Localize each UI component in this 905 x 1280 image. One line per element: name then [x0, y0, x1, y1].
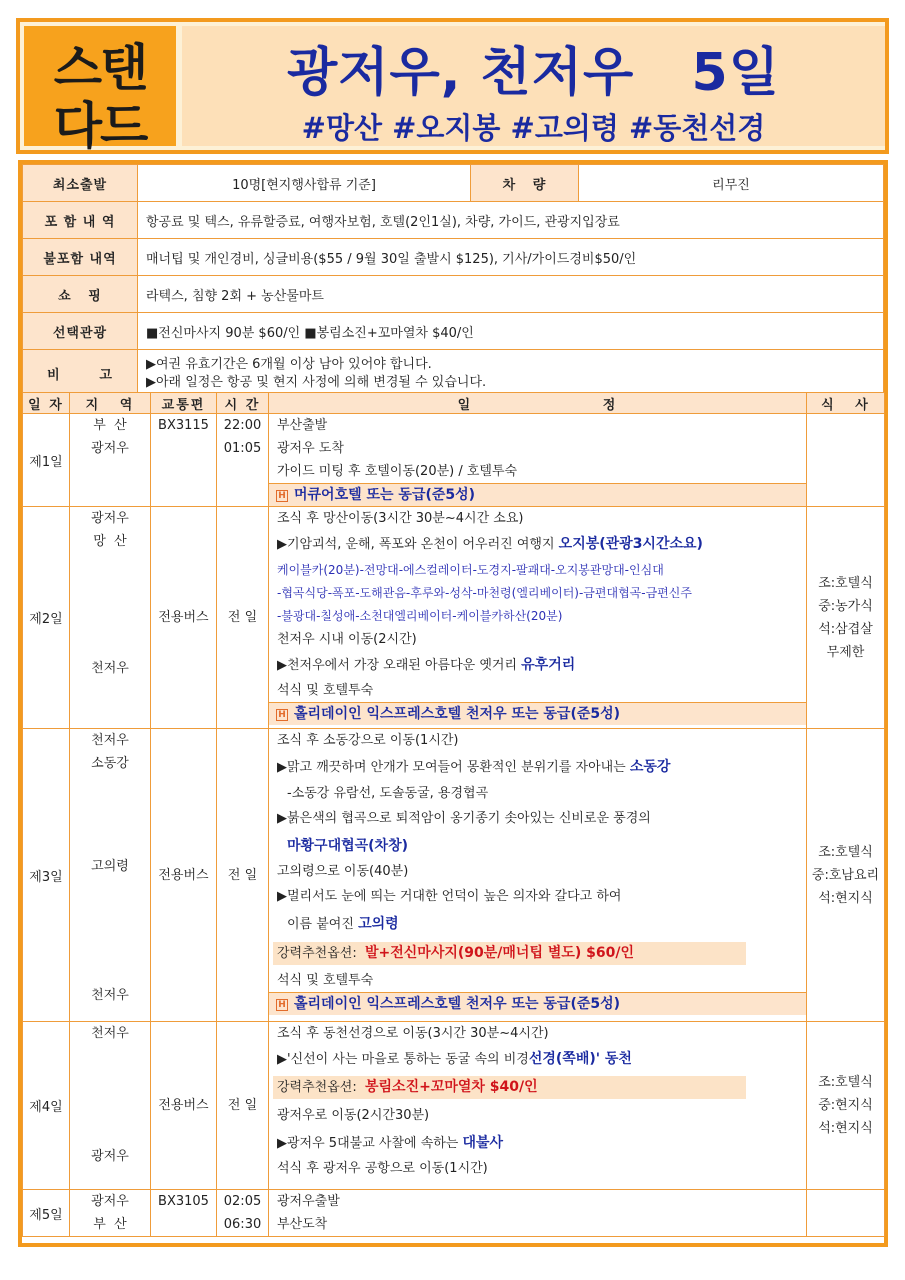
flight-number: BX3105: [158, 1194, 209, 1209]
itinerary-line: 광저우 도착: [277, 441, 344, 456]
row-optional: [23, 313, 884, 350]
option-value: 발+전신마사지(90분/매너팁 별도) $60/인: [365, 945, 635, 961]
region: 천저우: [91, 1026, 129, 1041]
itinerary-line: ▶붉은색의 협곡으로 퇴적암이 옹기종기 솟아있는 신비로운 풍경의: [277, 811, 651, 826]
header-time: 시 간: [217, 393, 269, 414]
route-line: -불광대-칠성애-소천대엘리베이터-케이블카하산(20분): [277, 609, 563, 623]
transport-cell: [151, 1022, 217, 1190]
tour-document: [18, 160, 888, 1247]
itinerary-line: 석식 및 호텔투숙: [277, 973, 374, 988]
time-cell: [217, 414, 269, 507]
included-label: 포 함 내 역: [23, 202, 138, 239]
transport-cell: [151, 1190, 217, 1237]
vehicle-value: 리무진: [579, 165, 884, 202]
itinerary-text: ▶맑고 깨끗하며 안개가 모여들어 몽환적인 분위기를 자아내는: [277, 760, 630, 775]
itinerary-line: 고의령으로 이동(40분): [277, 864, 409, 879]
time-cell: [217, 507, 269, 729]
note-line: ▶여권 유효기간은 6개월 이상 남아 있어야 합니다.: [146, 356, 432, 372]
itinerary-text: ▶'신선이 사는 마을로 통하는 동굴 속의 비경: [277, 1052, 529, 1067]
itinerary-line: [269, 1129, 806, 1157]
hotel-icon: H: [276, 490, 288, 502]
page-header: [16, 18, 889, 154]
itinerary-line: 조식 후 망산이동(3시간 30분~4시간 소요): [277, 511, 524, 526]
region-cell: [70, 414, 151, 507]
highlight-place: 소동강: [629, 759, 671, 775]
page-title: 광저우, 천저우 5일: [287, 43, 780, 103]
option-label: 강력추천옵션:: [277, 946, 365, 961]
transport: 전용버스: [158, 1098, 209, 1113]
highlight-place: 선경(쪽배)' 동천: [528, 1051, 632, 1067]
highlight-place: 오지봉(관광3시간소요): [558, 536, 703, 552]
itinerary-line: 석식 및 호텔투숙: [277, 683, 374, 698]
meal-cell: [807, 414, 885, 507]
hotel-line: [268, 702, 806, 725]
hotel-line: [268, 483, 806, 506]
option-wrap: [269, 1073, 806, 1102]
hotel-name: 홀리데이인 익스프레스호텔 천저우 또는 동급(준5성): [294, 706, 621, 722]
day-label: 제2일: [23, 507, 70, 729]
itinerary-line: [269, 651, 806, 679]
region: 광저우: [91, 511, 129, 526]
region-cell: [70, 507, 151, 729]
region: 광저우: [91, 1194, 129, 1209]
day-label: 제1일: [23, 414, 70, 507]
time: 06:30: [223, 1217, 262, 1232]
day-row-3: [23, 729, 885, 1022]
itinerary-line: 천저우 시내 이동(2시간): [277, 632, 417, 647]
meal-cell: [807, 1190, 885, 1237]
header-region: 지 역: [70, 393, 151, 414]
itinerary-line: [269, 910, 806, 938]
itinerary-cell: [269, 1022, 807, 1190]
region: 천저우: [91, 988, 129, 1003]
info-table: [22, 164, 884, 398]
min-departure-label: 최소출발: [23, 165, 138, 202]
itinerary-text: ▶광저우 5대불교 사찰에 속하는: [277, 1136, 463, 1151]
itinerary-line: 조식 후 동천선경으로 이동(3시간 30분~4시간): [277, 1026, 549, 1041]
notes-value: [138, 350, 884, 398]
row-excluded: [23, 239, 884, 276]
day-row-4: [23, 1022, 885, 1190]
meal-line: 중:농가식: [818, 598, 873, 614]
schedule-header: [23, 393, 885, 414]
title-panel: [182, 26, 885, 146]
itinerary-text: 이름 붙여진: [287, 917, 359, 932]
region: 망 산: [93, 534, 127, 549]
hotel-icon: H: [276, 709, 288, 721]
row-shopping: [23, 276, 884, 313]
itinerary-cell: [269, 729, 807, 1022]
itinerary-line: [269, 1045, 806, 1073]
header-itinerary: 일 정: [269, 393, 807, 414]
highlight-place: 고의령: [358, 916, 399, 932]
hotel-name: 홀리데이인 익스프레스호텔 천저우 또는 동급(준5성): [294, 996, 621, 1012]
transport-cell: [151, 414, 217, 507]
header-transport: 교통편: [151, 393, 217, 414]
transport-cell: [151, 729, 217, 1022]
min-departure-value: 10명[현지행사합류 기준]: [138, 165, 471, 202]
transport-cell: [151, 507, 217, 729]
itinerary-line: [269, 752, 806, 782]
region: 부 산: [93, 418, 127, 433]
itinerary-line: 부산출발: [277, 418, 328, 433]
flight-number: BX3115: [158, 418, 209, 433]
standard-badge: [24, 26, 176, 155]
shopping-value: 라텍스, 침향 2회 + 농산물마트: [138, 276, 884, 313]
meal-line: 조:호텔식: [818, 844, 873, 860]
included-value: 항공료 및 텍스, 유류할증료, 여행자보험, 호텔(2인1실), 차량, 가이드, 관광지입장료: [138, 202, 884, 239]
region: 광저우: [91, 1149, 129, 1164]
badge-text-line2: 다드: [53, 97, 147, 155]
meal-line: 석:현지식: [818, 890, 873, 906]
excluded-value: 매너팁 및 개인경비, 싱글비용($55 / 9월 30일 출발시 $125), 기사/가이드경비$50/인: [138, 239, 884, 276]
itinerary-line: -소동강 유람선, 도솔동굴, 용경협곡: [287, 786, 489, 801]
region-cell: [70, 1022, 151, 1190]
meal-line: 석:현지식: [818, 1121, 873, 1136]
recommended-option: [273, 1076, 746, 1099]
meal-line: 조:호텔식: [818, 575, 873, 591]
time: 전 일: [227, 610, 258, 625]
meal-line: 석:삼겹살: [818, 621, 873, 637]
hotel-icon: H: [276, 999, 288, 1011]
region: 천저우: [91, 661, 129, 676]
meal-cell: [807, 507, 885, 729]
option-value: 봉림소진+꼬마열차 $40/인: [365, 1079, 538, 1095]
region-cell: [70, 1190, 151, 1237]
highlight-place: 대불사: [462, 1135, 504, 1151]
time: 전 일: [227, 867, 258, 883]
row-notes: [23, 350, 884, 398]
time: 02:05: [223, 1194, 262, 1209]
row-included: [23, 202, 884, 239]
itinerary-line: [269, 530, 806, 559]
transport: 전용버스: [158, 867, 209, 883]
header-meal: 식 사: [807, 393, 885, 414]
time-cell: [217, 1022, 269, 1190]
itinerary-line: 조식 후 소동강으로 이동(1시간): [277, 733, 459, 748]
highlight-place: 유후거리: [521, 657, 576, 673]
itinerary-line: 광저우출발: [277, 1194, 340, 1209]
row-min-departure: [23, 165, 884, 202]
hotel-name: 머큐어호텔 또는 동급(준5성): [294, 487, 476, 503]
note-line: ▶아래 일정은 항공 및 현지 사정에 의해 변경될 수 있습니다.: [146, 374, 487, 390]
badge-text-line1: 스탠: [53, 39, 147, 97]
itinerary-line: 광저우로 이동(2시간30분): [277, 1108, 430, 1123]
option-label: 강력추천옵션:: [277, 1080, 365, 1095]
itinerary-line: 가이드 미팅 후 호텔이동(20분) / 호텔투숙: [277, 464, 518, 479]
highlight-place: 마황구대협곡(차창): [287, 838, 408, 854]
itinerary-line: 부산도착: [277, 1217, 328, 1232]
time: 01:05: [223, 441, 262, 456]
vehicle-label: 차 량: [471, 165, 579, 202]
notes-label: 비 고: [23, 350, 138, 398]
time-cell: [217, 729, 269, 1022]
shopping-label: 쇼 핑: [23, 276, 138, 313]
day-row-1: [23, 414, 885, 507]
hashtags: #망산 #오지봉 #고의령 #동천선경: [301, 111, 766, 145]
itinerary-cell: [269, 507, 807, 729]
day-label: 제5일: [23, 1190, 70, 1237]
day-row-2: [23, 507, 885, 729]
meal-line: 조:호텔식: [818, 1075, 873, 1090]
region: 천저우: [91, 733, 129, 748]
itinerary-line: 석식 후 광저우 공항으로 이동(1시간): [277, 1161, 488, 1176]
route-line: -협곡식당-폭포-도해관음-후루와-성삭-마천령(엘리베이터)-금편대협곡-금편신주: [277, 586, 692, 600]
day-row-5: [23, 1190, 885, 1237]
option-wrap: [269, 938, 806, 969]
itinerary-text: ▶기암괴석, 운해, 폭포와 온천이 어우러진 여행지: [277, 537, 559, 552]
region: 소동강: [91, 756, 129, 771]
region: 부 산: [93, 1217, 127, 1232]
region: 광저우: [91, 441, 129, 456]
meal-line: 무제한: [826, 644, 865, 660]
hotel-line: [268, 992, 806, 1015]
time: 22:00: [223, 418, 262, 433]
time: 전 일: [227, 1098, 258, 1113]
itinerary-cell: [269, 414, 807, 507]
itinerary-cell: [269, 1190, 807, 1237]
time-cell: [217, 1190, 269, 1237]
day-label: 제3일: [23, 729, 70, 1022]
recommended-option: [273, 942, 746, 965]
meal-line: 중:호남요리: [811, 867, 880, 883]
header-date: 일 자: [23, 393, 70, 414]
region-cell: [70, 729, 151, 1022]
itinerary-text: ▶천저우에서 가장 오래된 아름다운 옛거리: [277, 658, 522, 673]
optional-value: ■전신마사지 90분 $60/인 ■봉림소진+꼬마열차 $40/인: [138, 313, 884, 350]
optional-label: 선택관광: [23, 313, 138, 350]
transport: 전용버스: [158, 610, 209, 625]
itinerary-line: ▶멀리서도 눈에 띄는 거대한 언덕이 높은 의자와 갈다고 하여: [277, 889, 622, 904]
excluded-label: 불포함 내역: [23, 239, 138, 276]
day-label: 제4일: [23, 1022, 70, 1190]
meal-line: 중:현지식: [818, 1098, 873, 1113]
schedule-table: [22, 392, 885, 1237]
route-line: 케이블카(20분)-전망대-에스컬레이터-도경지-팔괘대-오지봉관망대-인심대: [277, 563, 664, 577]
meal-cell: [807, 729, 885, 1022]
meal-cell: [807, 1022, 885, 1190]
region: 고의령: [91, 859, 129, 874]
